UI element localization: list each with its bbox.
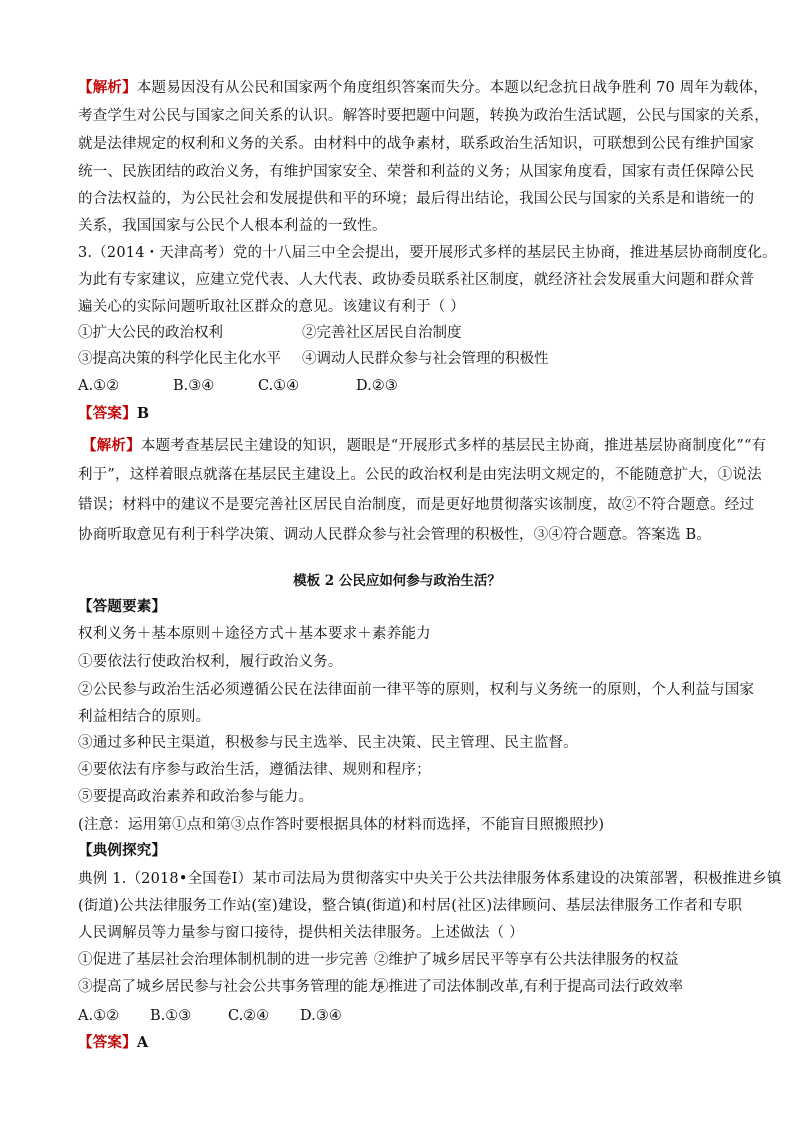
example-1-line-2: (街道)公共法律服务工作站(室)建设，整合镇(街道)和村居(社区)法律顾问、基层法律服务工作者和专职 <box>78 898 743 914</box>
analysis2-label: 【解析】 <box>82 437 141 454</box>
q3-choice-c: C.①④ <box>258 378 300 394</box>
analysis-line-6: 关系，我国国家与公民个人根本利益的一致性。 <box>78 218 387 234</box>
analysis-text: 本题易因没有从公民和国家两个角度组织答案而失分。本题以纪念抗日战争胜利 70 周年为载体， <box>136 80 768 96</box>
example-choice-c: C.②④ <box>228 1008 270 1024</box>
q3-option-2: ②完善社区居民自治制度 <box>302 325 462 341</box>
example-answer-label: 【答案】 <box>78 1034 137 1051</box>
example-1-line-3: 人民调解员等力量参与窗口接待，提供相关法律服务。上述做法（ ） <box>78 925 524 941</box>
example-label: 【典例探究】 <box>78 842 167 859</box>
point-3: ③通过多种民主渠道，积极参与民主选举、民主决策、民主管理、民主监督。 <box>78 735 578 751</box>
answer-value: B <box>136 405 150 422</box>
q3-answer <box>78 404 149 424</box>
analysis2-line-3: 错误；材料中的建议不是要完善社区居民自治制度，而是更好地贯彻落实该制度，故②不符合题意。经过 <box>78 497 755 513</box>
analysis-line-4: 统一、民族团结的政治义务，有维护国家安全、荣誉和利益的义务；从国家角度看，国家有责任保障公民 <box>78 164 755 180</box>
example-option-1: ①促进了基层社会治理体制机制的进一步完善 <box>78 952 368 968</box>
answer-label: 【答案】 <box>78 405 137 422</box>
q3-choice-b: B.③④ <box>173 378 215 394</box>
analysis-line-2: 考查学生对公民与国家之间关系的认识。解答时要把题中问题，转换为政治生活试题，公民与国家的关系， <box>78 108 769 124</box>
analysis-line-3: 就是法律规定的权利和义务的关系。由材料中的战争素材，联系政治生活知识，可联想到公民有维护国家 <box>78 136 755 152</box>
q3-option-3: ③提高决策的科学化民主化水平 <box>78 351 281 367</box>
analysis-label: 【解析】 <box>78 79 137 96</box>
example-option-4: ④推进了司法体制改革,有利于提高司法行政效率 <box>374 979 684 995</box>
point-4: ④要依法有序参与政治生活，遵循法律、规则和程序； <box>78 762 431 778</box>
q3-choice-d: D.②③ <box>356 378 398 394</box>
point-1: ①要依法行使政治权利，履行政治义务。 <box>78 654 343 670</box>
analysis2-line-1 <box>82 436 766 456</box>
q3-choice-a: A.①② <box>78 378 120 394</box>
example-choice-a: A.①② <box>78 1008 120 1024</box>
analysis2-line-2: 利于”，这样着眼点就落在基层民主建设上。公民的政治权利是由宪法明文规定的，不能随意扩大，①说法 <box>78 467 762 483</box>
example-choice-b: B.①③ <box>150 1008 192 1024</box>
point-5: ⑤要提高政治素养和政治参与能力。 <box>78 789 314 805</box>
question-3-line-1: 3.（2014・天津高考）党的十八届三中全会提出，要开展形式多样的基层民主协商，推进基层协商制度化。 <box>78 245 777 261</box>
q3-option-4: ④调动人民群众参与社会管理的积极性 <box>302 351 549 367</box>
question-3-line-3: 遍关心的实际问题听取社区群众的意见。该建议有利于（ ） <box>78 299 466 315</box>
answer-formula: 权利义务＋基本原则＋途径方式＋基本要求＋素养能力 <box>78 626 431 642</box>
q3-option-1: ①扩大公民的政治权利 <box>78 325 223 341</box>
example-answer <box>78 1033 148 1053</box>
answer-elements-label: 【答题要素】 <box>78 598 167 615</box>
example-answer-value: A <box>136 1034 149 1051</box>
analysis2-text: 本题考查基层民主建设的知识，题眼是“开展形式多样的基层民主协商，推进基层协商制度化”“有 <box>140 438 767 454</box>
analysis2-line-4: 协商听取意见有利于科学决策、调动人民群众参与社会管理的积极性，③④符合题意。答案选 B。 <box>78 527 712 543</box>
example-option-2: ②维护了城乡居民平等享有公共法律服务的权益 <box>374 952 679 968</box>
question-3-line-2: 为此有专家建议，应建立党代表、人大代表、政协委员联系社区制度，就经济社会发展重大问题和群众普 <box>78 272 755 288</box>
note: (注意：运用第①点和第③点作答时要根据具体的材料而选择，不能盲目照搬照抄) <box>78 817 605 833</box>
analysis-line-1 <box>78 78 768 98</box>
analysis-line-5: 的合法权益的，为公民社会和发展提供和平的环境；最后得出结论，我国公民与国家的关系是和谐统一的 <box>78 191 755 207</box>
point-2-line-2: 利益相结合的原则。 <box>78 709 211 725</box>
example-choice-d: D.③④ <box>300 1008 342 1024</box>
example-option-3: ③提高了城乡居民参与社会公共事务管理的能力 <box>78 979 383 995</box>
point-2-line-1: ②公民参与政治生活必须遵循公民在法律面前一律平等的原则，权利与义务统一的原则，个人利益与国家 <box>78 682 755 698</box>
template-2-title: 模板 2 公民应如何参与政治生活？ <box>293 573 501 589</box>
example-1-line-1: 典例 1.（2018•全国卷Ⅰ）某市司法局为贯彻落实中央关于公共法律服务体系建设的决策部署，积极推进乡镇 <box>78 871 782 887</box>
